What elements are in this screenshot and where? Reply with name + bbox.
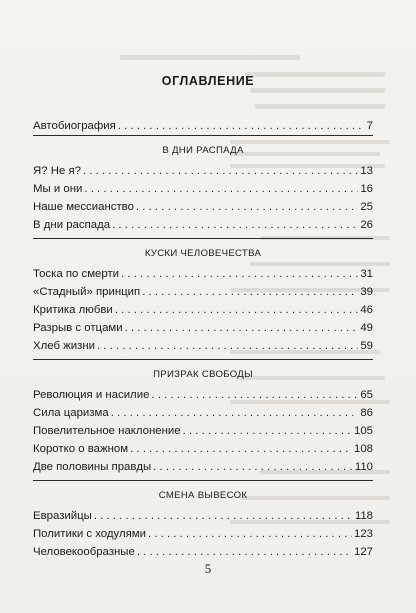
section-heading: КУСКИ ЧЕЛОВЕЧЕСТВА xyxy=(144,248,262,259)
toc-entry xyxy=(33,440,373,458)
toc-entry-label: Революция и насилие xyxy=(33,389,150,401)
toc-entry-page: 49 xyxy=(360,322,373,334)
toc-entry-page: 108 xyxy=(353,443,373,455)
dot-leader xyxy=(94,507,353,525)
toc-entry-label: Повелительное наклонение xyxy=(33,425,181,437)
toc-entry-label: Политики с ходулями xyxy=(33,528,146,540)
dot-leader xyxy=(112,216,358,234)
toc-entry-label: Критика любви xyxy=(33,304,113,316)
toc-entry xyxy=(33,507,373,525)
toc-entry-label: Две половины правды xyxy=(33,461,152,473)
dot-leader xyxy=(137,543,352,561)
toc-entry-page: 105 xyxy=(353,425,373,437)
toc-entry xyxy=(33,216,373,234)
toc-entry-page: 65 xyxy=(360,389,373,401)
toc-entry-page: 7 xyxy=(366,120,373,132)
dot-leader xyxy=(125,319,359,337)
toc-entry-label: Автобиография xyxy=(33,120,116,132)
section-heading: В ДНИ РАСПАДА xyxy=(162,145,244,156)
toc-entry xyxy=(33,283,373,301)
dot-leader xyxy=(142,283,358,301)
toc-entry xyxy=(33,422,373,440)
toc-entry-page: 86 xyxy=(360,407,373,419)
dot-leader xyxy=(136,198,358,216)
dot-leader xyxy=(130,440,352,458)
toc-entry-page: 46 xyxy=(360,304,373,316)
section-divider xyxy=(33,238,373,239)
dot-leader xyxy=(84,180,358,198)
dot-leader xyxy=(148,525,352,543)
toc-entry xyxy=(33,386,373,404)
toc-entry xyxy=(33,180,373,198)
section-divider xyxy=(33,359,373,360)
dot-leader xyxy=(121,265,358,283)
toc-entry xyxy=(33,525,373,543)
toc-entry-label: Мы и они xyxy=(33,183,83,195)
toc-entry-label: В дни распада xyxy=(33,219,111,231)
page-number: 5 xyxy=(204,561,212,576)
toc-entry-label: Человекообразные xyxy=(33,546,135,558)
toc-entry xyxy=(33,458,373,476)
toc-entry-page: 31 xyxy=(360,268,373,280)
toc-entry-page: 127 xyxy=(353,546,373,558)
dot-leader xyxy=(118,117,365,135)
toc-entry xyxy=(33,404,373,422)
dot-leader xyxy=(115,301,359,319)
toc-entry xyxy=(33,543,373,561)
section-heading: ПРИЗРАК СВОБОДЫ xyxy=(153,369,253,380)
toc-entry xyxy=(33,319,373,337)
toc-entry xyxy=(33,265,373,283)
section-heading: СМЕНА ВЫВЕСОК xyxy=(158,490,248,501)
dot-leader xyxy=(83,162,358,180)
section-divider xyxy=(33,480,373,481)
table-of-contents xyxy=(33,117,373,561)
toc-entry xyxy=(33,198,373,216)
toc-entry-label: Я? Не я? xyxy=(33,165,81,177)
dot-leader xyxy=(111,404,359,422)
toc-entry-page: 123 xyxy=(353,528,373,540)
toc-entry-label: Евразийцы xyxy=(33,510,92,522)
toc-entry-page: 25 xyxy=(360,201,373,213)
section-divider xyxy=(33,135,373,136)
toc-entry-label: Тоска по смерти xyxy=(33,268,120,280)
toc-entry-page: 110 xyxy=(354,461,373,473)
toc-entry-label: Разрыв с отцами xyxy=(33,322,123,334)
toc-entry-label: Сила царизма xyxy=(33,407,109,419)
toc-entry-page: 39 xyxy=(360,286,373,298)
toc-entry-label: Хлеб жизни xyxy=(33,340,95,352)
toc-entry-page: 59 xyxy=(360,340,373,352)
dot-leader xyxy=(153,458,353,476)
dot-leader xyxy=(97,337,358,355)
dot-leader xyxy=(151,386,358,404)
dot-leader xyxy=(183,422,352,440)
toc-title: ОГЛАВЛЕНИЕ xyxy=(161,74,255,88)
toc-entry-label: Коротко о важном xyxy=(33,443,129,455)
toc-entry-label: Наше мессианство xyxy=(33,201,134,213)
toc-entry xyxy=(33,117,373,135)
toc-entry-page: 118 xyxy=(354,510,373,522)
toc-entry xyxy=(33,337,373,355)
toc-entry xyxy=(33,301,373,319)
toc-entry-page: 26 xyxy=(360,219,373,231)
toc-entry-page: 16 xyxy=(360,183,373,195)
toc-entry-label: «Стадный» принцип xyxy=(33,286,141,298)
toc-entry xyxy=(33,162,373,180)
toc-entry-page: 13 xyxy=(360,165,373,177)
